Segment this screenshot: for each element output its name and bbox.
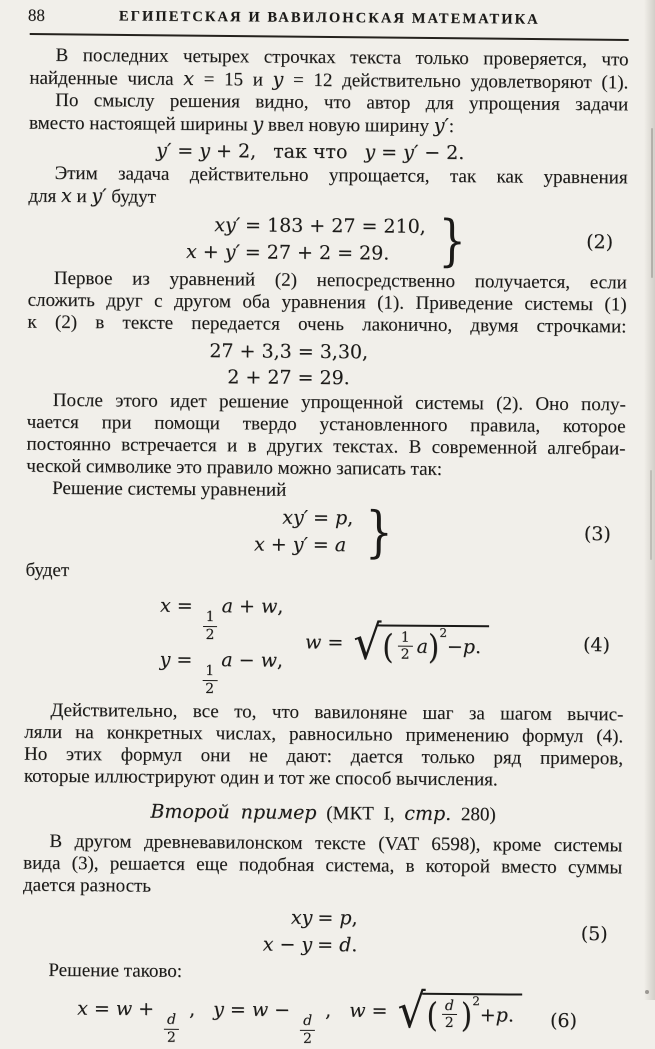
text-line: найденные числа x = 15 и y = 12 действительно удовлетворяют (1).: [29, 67, 628, 95]
scan-smudge: [645, 990, 649, 994]
text-line: чается при помощи твердо установленного правила, которое: [27, 412, 626, 439]
formula-line: 2 + 27 = 29.: [0, 362, 588, 393]
equation-label-5: (5): [581, 923, 608, 945]
equation-rhs: = p,: [312, 905, 357, 932]
equation-lhs: xy′: [254, 504, 308, 531]
scan-smudge: [650, 470, 652, 560]
paragraph-3: [28, 163, 627, 213]
text-line: После этого идет решение упрощенной системы (2). Оно полу-: [27, 390, 626, 417]
lead-in-line: будет: [25, 560, 624, 587]
header-rule: [30, 33, 629, 41]
system-brace: }: [438, 216, 466, 266]
formula-line: y′ = y + 2, так что y = y′ − 2.: [156, 140, 464, 164]
equation-lhs: xy: [263, 904, 313, 931]
text-line: вместо настоящей ширины y ввел новую ширину y′:: [29, 112, 628, 140]
equation-label-3: (3): [584, 523, 611, 545]
text-line: Первое из уравнений (2) непосредственно получается, если: [28, 268, 627, 295]
text-line: Но этих формул они не дают: дается только ряд примеров,: [24, 743, 623, 770]
equation-6: [22, 989, 621, 1049]
text-line: которые иллюстрируют один и тот же способ вычисления.: [24, 765, 623, 792]
paragraph-6: [24, 699, 624, 792]
text-line: постоянно встречается и в других текстах. В современной алгебраи-: [26, 434, 625, 461]
text-line: вида (3), решается еще подобная система, в которой вместо суммы: [23, 852, 622, 879]
section-heading: Второй пример (МКТ I, стр. 280): [24, 798, 623, 828]
text-line: к (2) в тексте передается очень лаконично, двумя строчками:: [27, 312, 626, 339]
text-line: В последних четырех строчках текста только проверяется, что: [29, 45, 628, 72]
paragraph-5: [26, 390, 626, 483]
formula-y-prime: [11, 139, 610, 166]
equation-lhs: x + y′: [186, 239, 240, 266]
lead-in-line: Решение таково:: [22, 959, 621, 986]
text-line: Этим задача действительно упрощается, так как уравнения: [29, 163, 628, 190]
formula-line: y = $\frac{1}{2}$ a − w,: [159, 642, 283, 697]
equation-rhs: = d.: [312, 932, 357, 959]
running-header-title: ЕГИПЕТСКАЯ И ВАВИЛОНСКАЯ МАТЕМАТИКА: [30, 3, 629, 30]
scan-smudge: [651, 128, 654, 278]
formula-line: x = $\frac{1}{2}$ a + w,: [160, 588, 284, 643]
equation-label-2: (2): [586, 231, 613, 253]
system-brace: }: [365, 508, 393, 558]
equation-label-6: (6): [550, 1010, 577, 1032]
equation-lhs: xy′: [186, 212, 240, 239]
paragraph-7: [23, 830, 622, 901]
equation-lhs: x − y: [263, 931, 313, 958]
paragraph-2: [29, 90, 628, 140]
formula-line: x = w + $\frac{d}{2}$ , y = w − $\frac{d}{2}$ , w = √ ( $\frac{d}{2}$ ) 2 + p .: [77, 990, 522, 1048]
formula-line: 27 + 3,3 = 3,30,: [0, 336, 588, 367]
equation-rhs: = 183 + 27 = 210,: [240, 212, 426, 240]
text-line: дается разность: [23, 874, 622, 901]
running-header: [30, 3, 629, 35]
equation-4-left-column: [159, 588, 283, 698]
equation-rhs: = p,: [308, 505, 353, 532]
paragraph-4: [27, 268, 626, 339]
text-line: В другом древневавилонском тексте (VAT 6598), кроме системы: [23, 830, 622, 857]
equation-system-5: [22, 902, 621, 961]
equation-rhs: = a: [308, 532, 353, 559]
text-line: сложить друг с другом оба уравнения (1). Приведение системы (1): [28, 290, 627, 317]
formula-sexagesimal: [27, 337, 626, 394]
equation-system-3: [26, 503, 625, 562]
lead-in-line: Решение системы уравнений: [26, 478, 625, 505]
equation-system-2: [28, 211, 627, 270]
equation-4-radical: w = √ ( $\frac{1}{2}$ a ) 2 − p .: [305, 624, 489, 664]
page-number: 88: [28, 6, 45, 26]
text-line: ляли на конкретных числах, равносильно применению формул (4).: [24, 721, 623, 748]
text-line: По смыслу решения видно, что автор для упрощения задачи: [29, 90, 628, 117]
equation-rhs: = 27 + 2 = 29.: [240, 239, 426, 267]
equation-label-4: (4): [583, 634, 610, 656]
text-line: для x и y′ будут: [28, 185, 627, 213]
text-line: Действительно, все то, что вавилоняне шаг за шагом вычис-: [24, 699, 623, 726]
equation-lhs: x + y′: [254, 531, 308, 558]
paragraph-1: [29, 45, 628, 95]
text-line: ческой символике это правило можно записать так:: [26, 456, 625, 483]
equation-4: [25, 587, 625, 700]
